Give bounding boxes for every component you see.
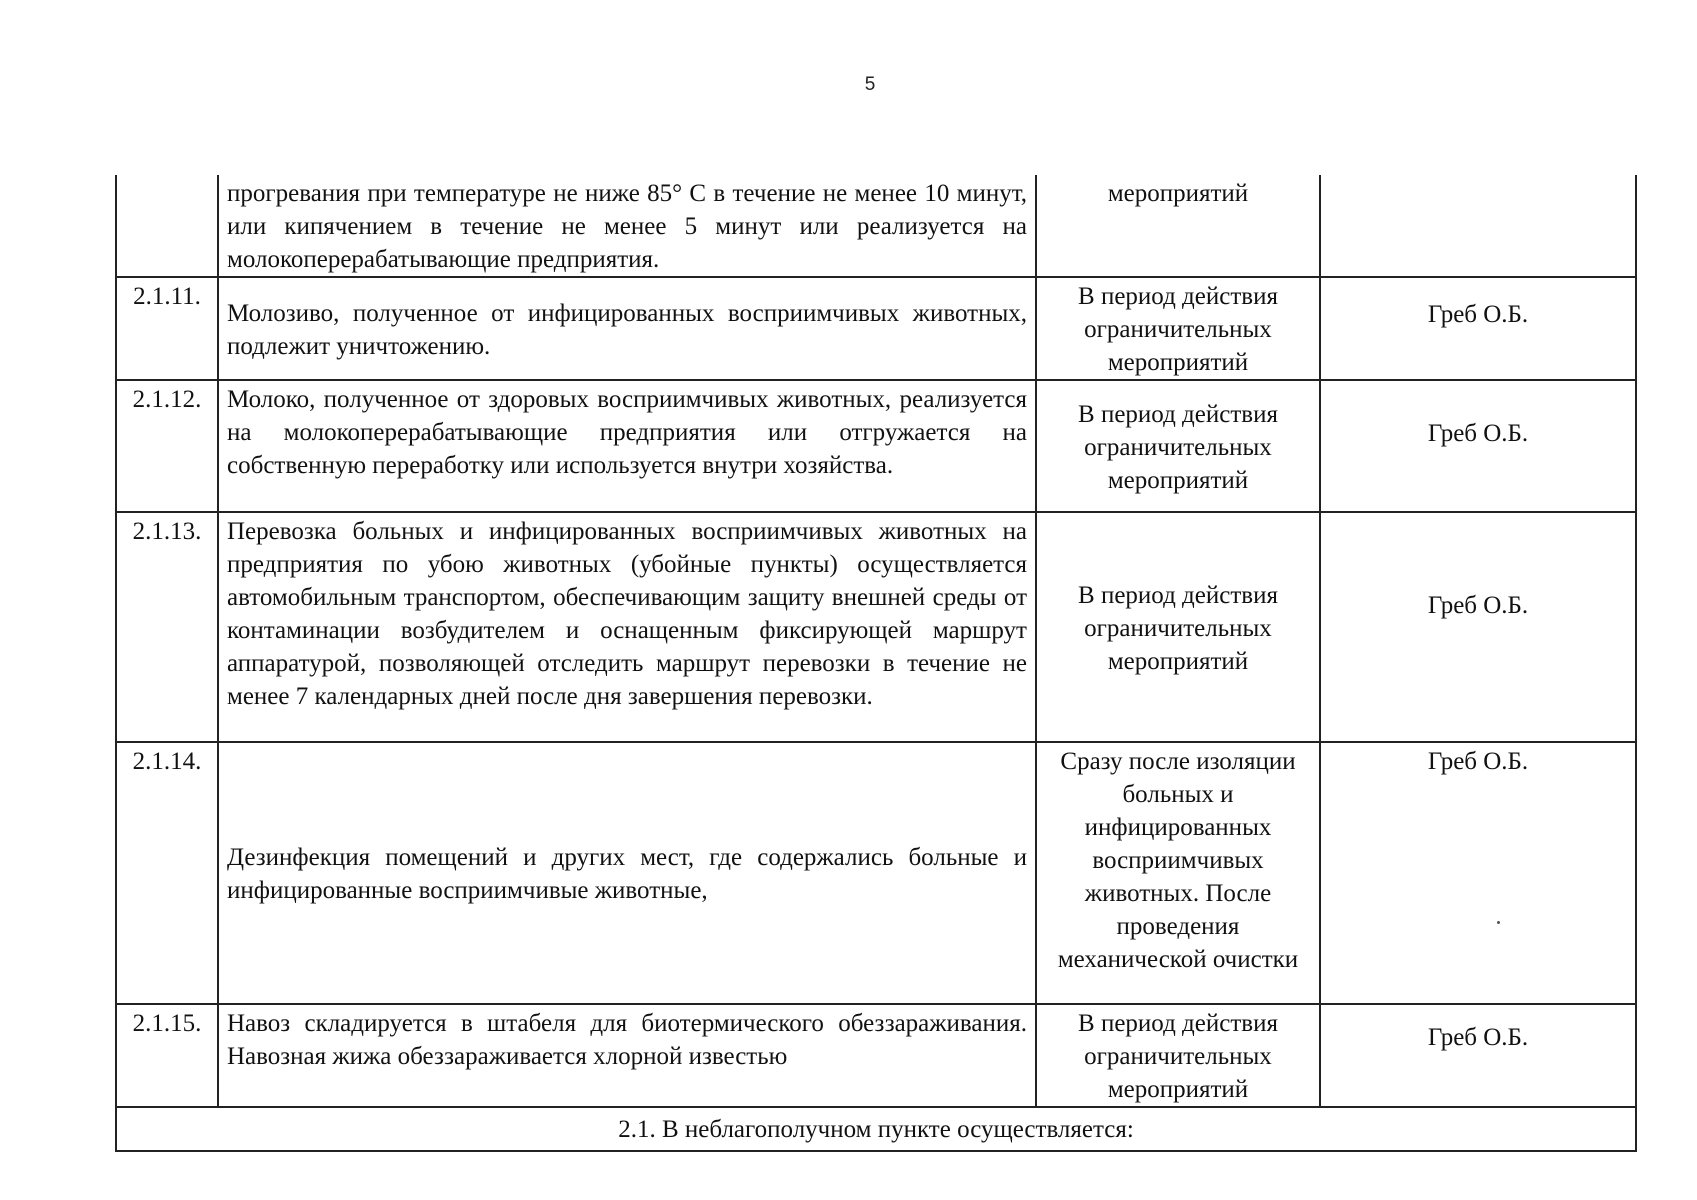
- row-period: Сразу после изоляции больных и инфицированных восприимчивых животных. После проведения механической очистки: [1036, 742, 1320, 1004]
- section-footer-row: [116, 1107, 1636, 1151]
- row-period: В период действия ограничительных мероприятий: [1036, 512, 1320, 742]
- table-row: [116, 512, 1636, 742]
- row-period: В период действия ограничительных мероприятий: [1036, 380, 1320, 512]
- table-row: [116, 175, 1636, 277]
- row-period: В период действия ограничительных мероприятий: [1036, 1004, 1320, 1107]
- row-period: В период действия ограничительных мероприятий: [1036, 277, 1320, 380]
- row-responsible: Греб О.Б.: [1320, 380, 1636, 512]
- row-description: Навоз складируется в штабеля для биотермического обеззараживания. Навозная жижа обеззараживается хлорной известью: [218, 1004, 1036, 1107]
- row-number: 2.1.14.: [116, 742, 218, 1004]
- row-number: 2.1.13.: [116, 512, 218, 742]
- row-responsible: Греб О.Б.: [1320, 1004, 1636, 1107]
- row-description: Молоко, полученное от здоровых восприимчивых животных, реализуется на молокоперерабатывающие предприятия или отгружается на собственную переработку или используется внутри хозяйства.: [218, 380, 1036, 512]
- section-footer: 2.1. В неблагополучном пункте осуществляется:: [116, 1107, 1636, 1151]
- table-row: [116, 1004, 1636, 1107]
- row-responsible: Греб О.Б.: [1320, 277, 1636, 380]
- row-number: [116, 175, 218, 277]
- row-responsible: Греб О.Б.: [1320, 512, 1636, 742]
- row-description: прогревания при температуре не ниже 85° С в течение не менее 10 минут, или кипячением в течение не менее 5 минут или реализуется на молокоперерабатывающие предприятия.: [218, 175, 1036, 277]
- measures-table: [115, 175, 1637, 1152]
- page-number: 5: [864, 74, 876, 95]
- row-number: 2.1.12.: [116, 380, 218, 512]
- table-row: [116, 277, 1636, 380]
- row-description: Перевозка больных и инфицированных восприимчивых животных на предприятия по убою животных (убойные пункты) осуществляется автомобильным транспортом, обеспечивающим защиту внешней среды от контаминации возбудителем и оснащенным фиксирующей маршрут аппаратурой, позволяющей отследить маршрут перевозки в течение не менее 7 календарных дней после дня завершения перевозки.: [218, 512, 1036, 742]
- row-period: мероприятий: [1036, 175, 1320, 277]
- table-row: [116, 380, 1636, 512]
- row-responsible: Греб О.Б.: [1320, 742, 1636, 1004]
- row-number: 2.1.15.: [116, 1004, 218, 1107]
- row-description: Молозиво, полученное от инфицированных восприимчивых животных, подлежит уничтожению.: [218, 277, 1036, 380]
- table-row: [116, 742, 1636, 1004]
- scan-speck: [1497, 921, 1500, 924]
- row-responsible: [1320, 175, 1636, 277]
- row-description: Дезинфекция помещений и других мест, где содержались больные и инфицированные восприимчивые животные,: [218, 742, 1036, 1004]
- row-number: 2.1.11.: [116, 277, 218, 380]
